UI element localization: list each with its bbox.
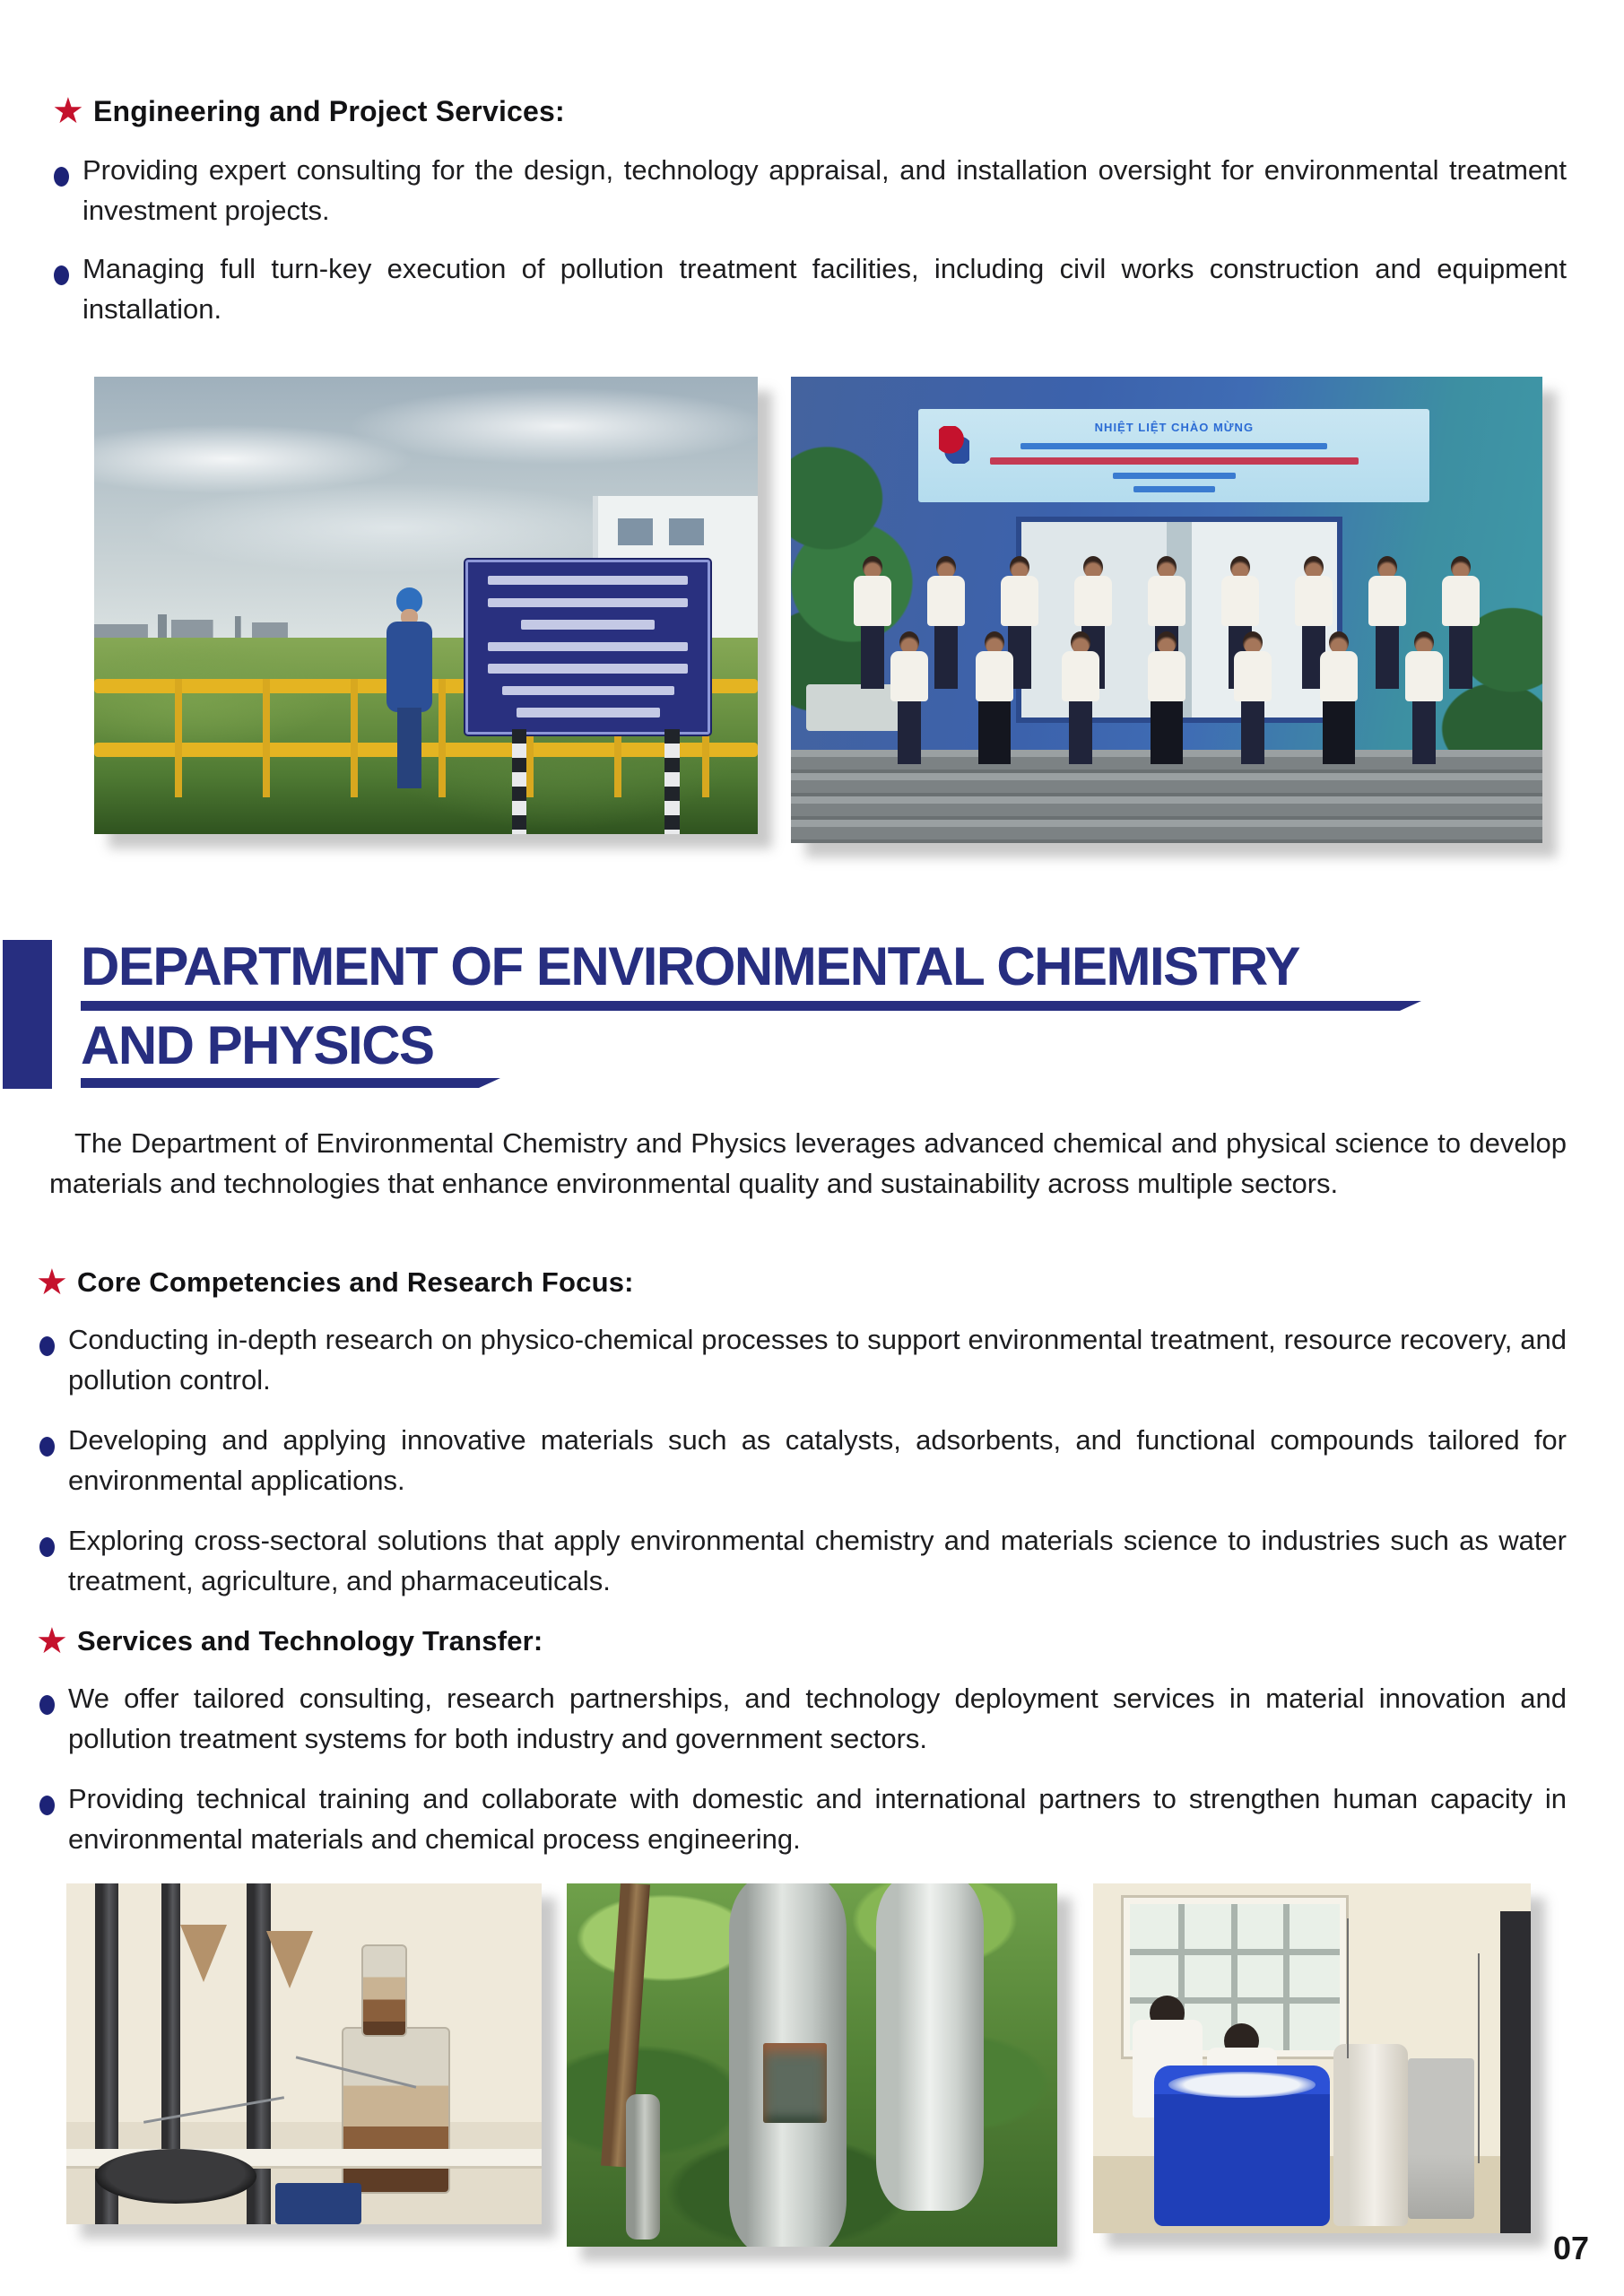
page-number: 07 <box>1553 2230 1590 2266</box>
engineering-bullet-2: Managing full turn-key execution of pollution treatment facilities, including civil works construction and equipment installation. <box>83 253 1567 325</box>
bullet-dot-icon <box>54 167 69 187</box>
blue-tank <box>1154 2066 1329 2226</box>
worker-figure <box>379 587 439 788</box>
services-bullet-2: Providing technical training and collaborate with domestic and international partners to strengthen human capacity in environmental materials and chemical process engineering. <box>68 1783 1567 1855</box>
core-heading: Core Competencies and Research Focus: <box>77 1266 634 1298</box>
bullet-dot-icon <box>39 1537 55 1557</box>
tubing <box>1347 1918 1349 2058</box>
bullet-dot-icon <box>39 1695 55 1715</box>
steel-tank <box>876 1883 984 2211</box>
person-figure <box>1062 631 1099 764</box>
department-title-line2: AND PHYSICS <box>81 1015 434 1075</box>
services-bullet-1: We offer tailored consulting, research partnerships, and technology deployment services in material innovation and pollution treatment systems for both industry and government sectors. <box>68 1683 1567 1754</box>
person-figure <box>1148 631 1185 764</box>
star-icon: ★ <box>36 1263 68 1302</box>
department-intro: The Department of Environmental Chemistry and Physics leverages advanced chemical and physical science to develop materials and technologies that enhance environmental quality and sustainability across multiple sectors. <box>49 1127 1567 1199</box>
star-icon: ★ <box>52 91 84 131</box>
bullet-dot-icon <box>54 265 69 285</box>
photo-pilot-lab <box>1093 1883 1531 2233</box>
tank-label <box>763 2043 827 2123</box>
tank-contents <box>1168 2072 1316 2098</box>
banner-text: NHIỆT LIỆT CHÀO MỪNG <box>1094 420 1255 434</box>
person-figure <box>1234 631 1272 764</box>
engineering-heading: Engineering and Project Services: <box>93 95 565 127</box>
round-vessel <box>95 2149 256 2204</box>
glass-column <box>361 1944 408 2037</box>
photo-field-inspection <box>94 377 758 834</box>
welcome-banner <box>918 409 1429 502</box>
glass-reactor <box>342 2027 450 2194</box>
person-figure <box>1320 631 1358 764</box>
title-underline <box>81 1001 1421 1011</box>
group-front-row <box>866 596 1467 763</box>
equipment-rack <box>1500 1911 1531 2233</box>
bullet-dot-icon <box>39 1796 55 1815</box>
photo-lab-columns <box>66 1883 542 2224</box>
person-figure <box>1405 631 1443 764</box>
sign-post <box>664 729 679 834</box>
bullet-dot-icon <box>39 1336 55 1356</box>
title-underline <box>81 1078 500 1088</box>
sign-post <box>512 729 526 834</box>
core-bullet-2: Developing and applying innovative materials such as catalysts, adsorbents, and functional compounds tailored for environmental applications. <box>68 1424 1567 1496</box>
white-tank <box>1333 2044 1408 2226</box>
bullet-dot-icon <box>39 1437 55 1457</box>
blue-container <box>275 2183 360 2224</box>
person-figure <box>976 631 1013 764</box>
engineering-bullet-1: Providing expert consulting for the design, technology appraisal, and installation oversight for environmental treatment investment projects. <box>83 154 1567 226</box>
equipment-cabinet <box>1408 2058 1473 2219</box>
core-bullet-1: Conducting in-depth research on physico-chemical processes to support environmental treatment, resource recovery, and pollution control. <box>68 1324 1567 1396</box>
tubing <box>1478 1953 1480 2163</box>
funnel-vessel <box>266 1931 313 1988</box>
department-title-line1: DEPARTMENT OF ENVIRONMENTAL CHEMISTRY <box>81 936 1299 996</box>
photo-team-group <box>791 377 1542 843</box>
info-sign <box>465 560 709 735</box>
person-figure <box>890 631 928 764</box>
banner-logo-icon <box>939 426 969 464</box>
star-icon: ★ <box>36 1622 68 1661</box>
pipe <box>626 2094 660 2239</box>
core-bullet-3: Exploring cross-sectoral solutions that apply environmental chemistry and materials science to industries such as water treatment, agriculture, and pharmaceuticals. <box>68 1525 1567 1596</box>
title-accent-bar <box>3 940 52 1089</box>
stairs <box>791 750 1542 843</box>
photo-outdoor-tanks <box>567 1883 1057 2247</box>
funnel-vessel <box>180 1925 227 1982</box>
services-heading: Services and Technology Transfer: <box>77 1625 543 1657</box>
